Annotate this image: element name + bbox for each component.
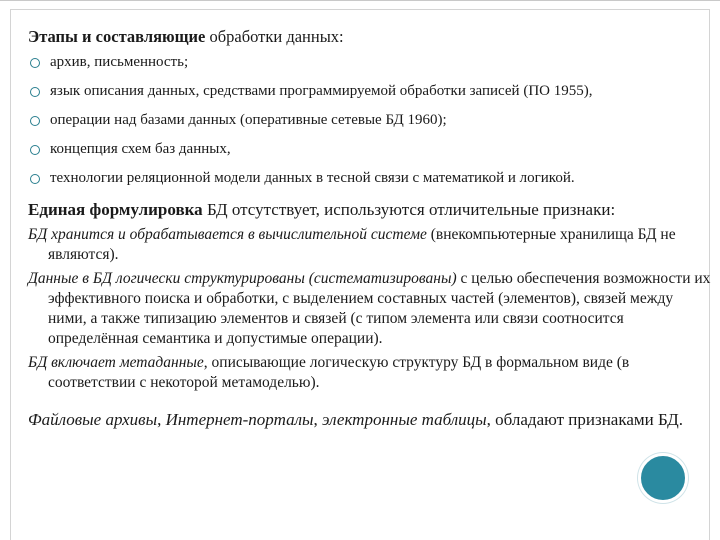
examples-rest: , обладают признаками БД. — [486, 410, 683, 429]
example-file-archives: Файловые архивы — [28, 410, 158, 429]
definition-paragraph — [28, 199, 714, 221]
example-spreadsheets: электронные таблицы — [322, 410, 487, 429]
list-item-text: операции над базами данных (оперативные сетевые БД 1960); — [50, 112, 447, 128]
feature-structured-rest: с целью обеспечения возможности их эффективного поиска и обработки, с выделением составных частей (элементов), связей между ними, а также типизацию элементов и связей (с типом элемента или связи соотносится определённая семантика и допустимые операции). — [48, 270, 711, 347]
example-internet-portals: Интернет-порталы — [165, 410, 314, 429]
list-item-text: концепция схем баз данных, — [50, 141, 231, 157]
feature-metadata-rest: , описывающие логическую структуру БД в формальном виде (в соответствии с некоторой метамоделью). — [48, 354, 630, 391]
feature-metadata — [28, 353, 714, 393]
circle-bullet-icon — [30, 58, 40, 68]
slide-content — [28, 24, 714, 435]
heading-bold: Этапы и составляющие — [28, 27, 206, 46]
circle-bullet-icon — [30, 174, 40, 184]
circle-bullet-icon — [30, 87, 40, 97]
slide-heading — [28, 26, 714, 48]
list-item — [28, 112, 714, 129]
slide-border-top — [0, 0, 720, 1]
feature-storage-italic: БД хранится и обрабатывается в вычислительной системе — [28, 226, 427, 243]
examples-paragraph — [28, 409, 714, 431]
list-item-text: язык описания данных, средствами программируемой обработки записей (ПО 1955), — [50, 83, 593, 99]
feature-structured-italic: Данные в БД логически структурированы (систематизированы) — [28, 270, 457, 287]
definition-bold: Единая формулировка — [28, 200, 203, 219]
circle-bullet-icon — [30, 116, 40, 126]
list-item — [28, 83, 714, 100]
feature-structured — [28, 269, 714, 349]
slide-frame-left — [10, 9, 11, 540]
heading-rest: обработки данных: — [205, 27, 344, 46]
separator: , — [313, 410, 322, 429]
definition-rest: БД отсутствует, используются отличительные признаки: — [202, 200, 616, 219]
decorative-circle — [638, 453, 688, 503]
list-item — [28, 141, 714, 158]
list-item-text: архив, письменность; — [50, 54, 189, 70]
slide-frame-top — [10, 9, 710, 10]
stages-list — [28, 54, 714, 187]
list-item — [28, 170, 714, 187]
feature-metadata-italic: БД включает метаданные — [28, 354, 204, 371]
circle-bullet-icon — [30, 145, 40, 155]
list-item — [28, 54, 714, 71]
feature-storage — [28, 225, 714, 265]
feature-storage-rest: (внекомпьютерные хранилища БД не являются). — [48, 226, 676, 263]
separator: , — [157, 410, 166, 429]
list-item-text: технологии реляционной модели данных в тесной связи с математикой и логикой. — [50, 170, 575, 186]
